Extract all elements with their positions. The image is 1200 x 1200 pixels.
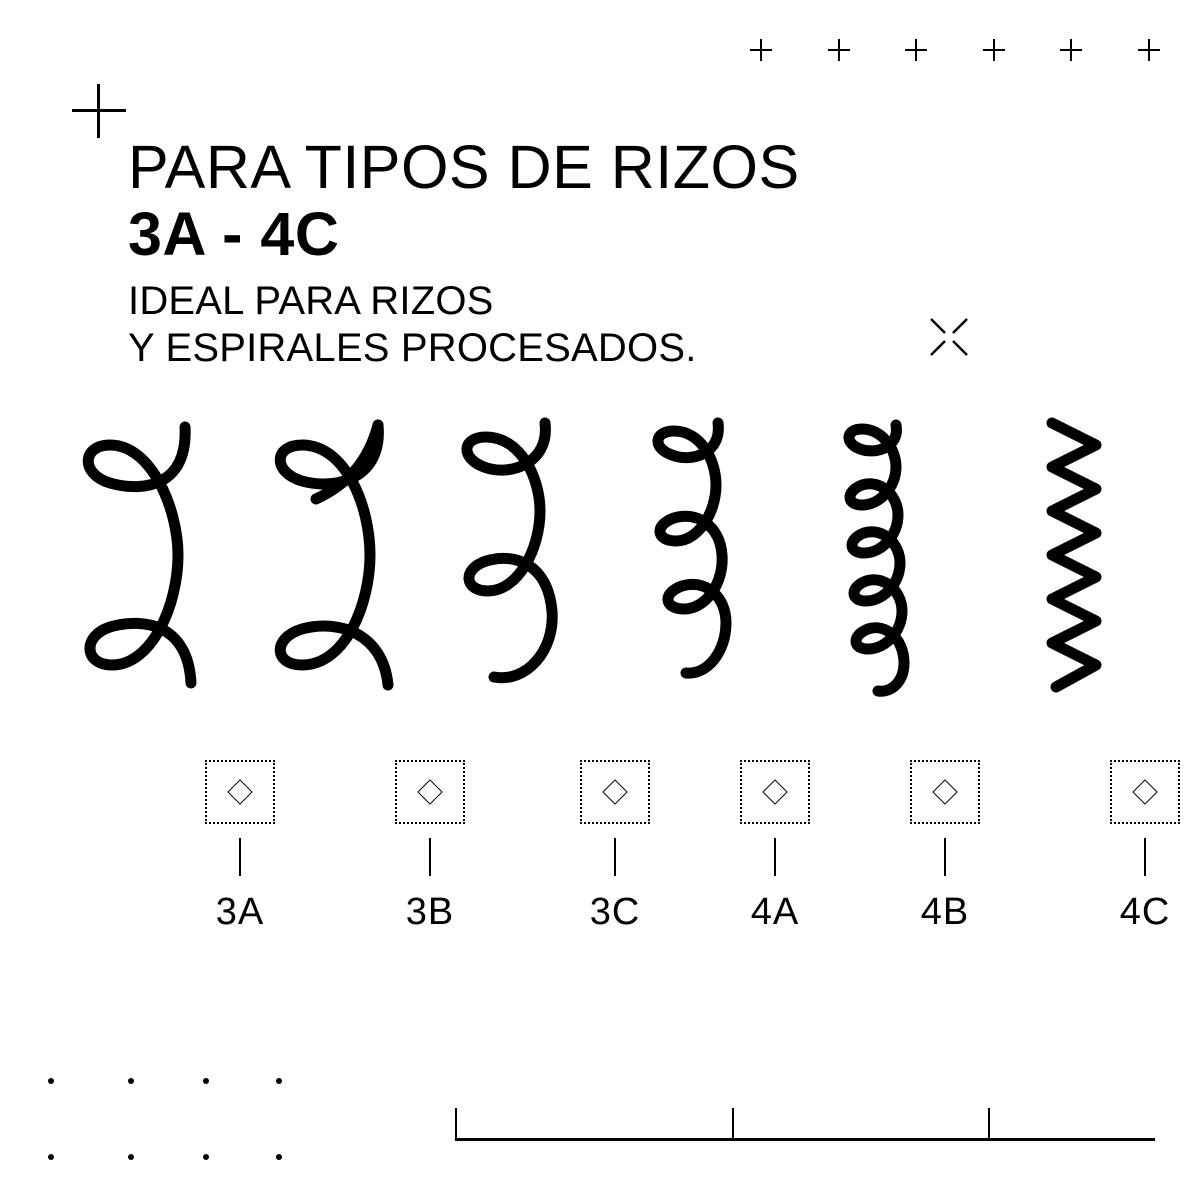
headline-block — [128, 133, 1028, 372]
legend-label: 4A — [750, 891, 800, 933]
legend-label: 4B — [920, 891, 970, 933]
grid-dot — [48, 1154, 54, 1160]
dotted-marker-box — [205, 760, 275, 824]
dotted-marker-box — [740, 760, 810, 824]
legend-item-3a[interactable] — [150, 760, 330, 932]
diamond-icon — [227, 779, 252, 804]
plus-icon — [1138, 39, 1160, 61]
diamond-icon — [762, 779, 787, 804]
diamond-icon — [417, 779, 442, 804]
dotted-marker-box — [395, 760, 465, 824]
tick-line — [774, 838, 776, 876]
page-subtitle-line-1: IDEAL PARA RIZOS — [128, 279, 494, 323]
curl-specimen-4c — [1010, 415, 1190, 705]
dotted-marker-box — [580, 760, 650, 824]
legend-label: 3A — [215, 891, 265, 933]
scale-rule — [455, 1108, 1155, 1148]
dot-grid — [48, 1078, 288, 1168]
tick-line — [614, 838, 616, 876]
grid-dot — [128, 1078, 134, 1084]
scale-tick — [455, 1108, 457, 1138]
page-title-range: 3A - 4C — [128, 200, 340, 268]
curl-specimen-4a — [630, 415, 810, 705]
dotted-marker-box — [910, 760, 980, 824]
legend-label: 3B — [405, 891, 455, 933]
scale-baseline — [455, 1138, 1155, 1141]
tick-line — [429, 838, 431, 876]
curl-specimen-3a — [60, 415, 240, 705]
scale-tick — [732, 1108, 734, 1138]
plus-icon — [750, 39, 772, 61]
plus-marks-row — [750, 34, 1160, 66]
scale-tick — [988, 1108, 990, 1138]
page-subtitle — [128, 278, 1028, 372]
legend-label: 3C — [589, 891, 641, 933]
legend-item-4b[interactable] — [855, 760, 1035, 932]
curl-specimen-3b — [250, 415, 430, 705]
tick-line — [1144, 838, 1146, 876]
grid-dot — [276, 1078, 282, 1084]
curl-specimen-row — [60, 415, 1150, 705]
grid-dot — [203, 1154, 209, 1160]
grid-dot — [276, 1154, 282, 1160]
legend-item-4c[interactable] — [1055, 760, 1200, 932]
tick-line — [944, 838, 946, 876]
legend-item-3b[interactable] — [340, 760, 520, 932]
plus-icon-large — [72, 84, 126, 138]
tick-line — [239, 838, 241, 876]
page-title: PARA TIPOS DE RIZOS — [128, 133, 800, 201]
curl-specimen-4b — [820, 415, 1000, 705]
plus-icon — [1060, 39, 1082, 61]
grid-dot — [48, 1078, 54, 1084]
legend-label: 4C — [1119, 891, 1171, 933]
diamond-icon — [602, 779, 627, 804]
legend-item-4a[interactable] — [685, 760, 865, 932]
plus-icon — [983, 39, 1005, 61]
diamond-icon — [1132, 779, 1157, 804]
plus-icon — [828, 39, 850, 61]
grid-dot — [128, 1154, 134, 1160]
dotted-marker-box — [1110, 760, 1180, 824]
diamond-icon — [932, 779, 957, 804]
grid-dot — [203, 1078, 209, 1084]
curl-specimen-3c — [440, 415, 620, 705]
curl-legend-row — [60, 760, 1171, 960]
page-subtitle-line-2: Y ESPIRALES PROCESADOS. — [128, 326, 697, 370]
plus-icon — [905, 39, 927, 61]
legend-item-3c[interactable] — [525, 760, 705, 932]
